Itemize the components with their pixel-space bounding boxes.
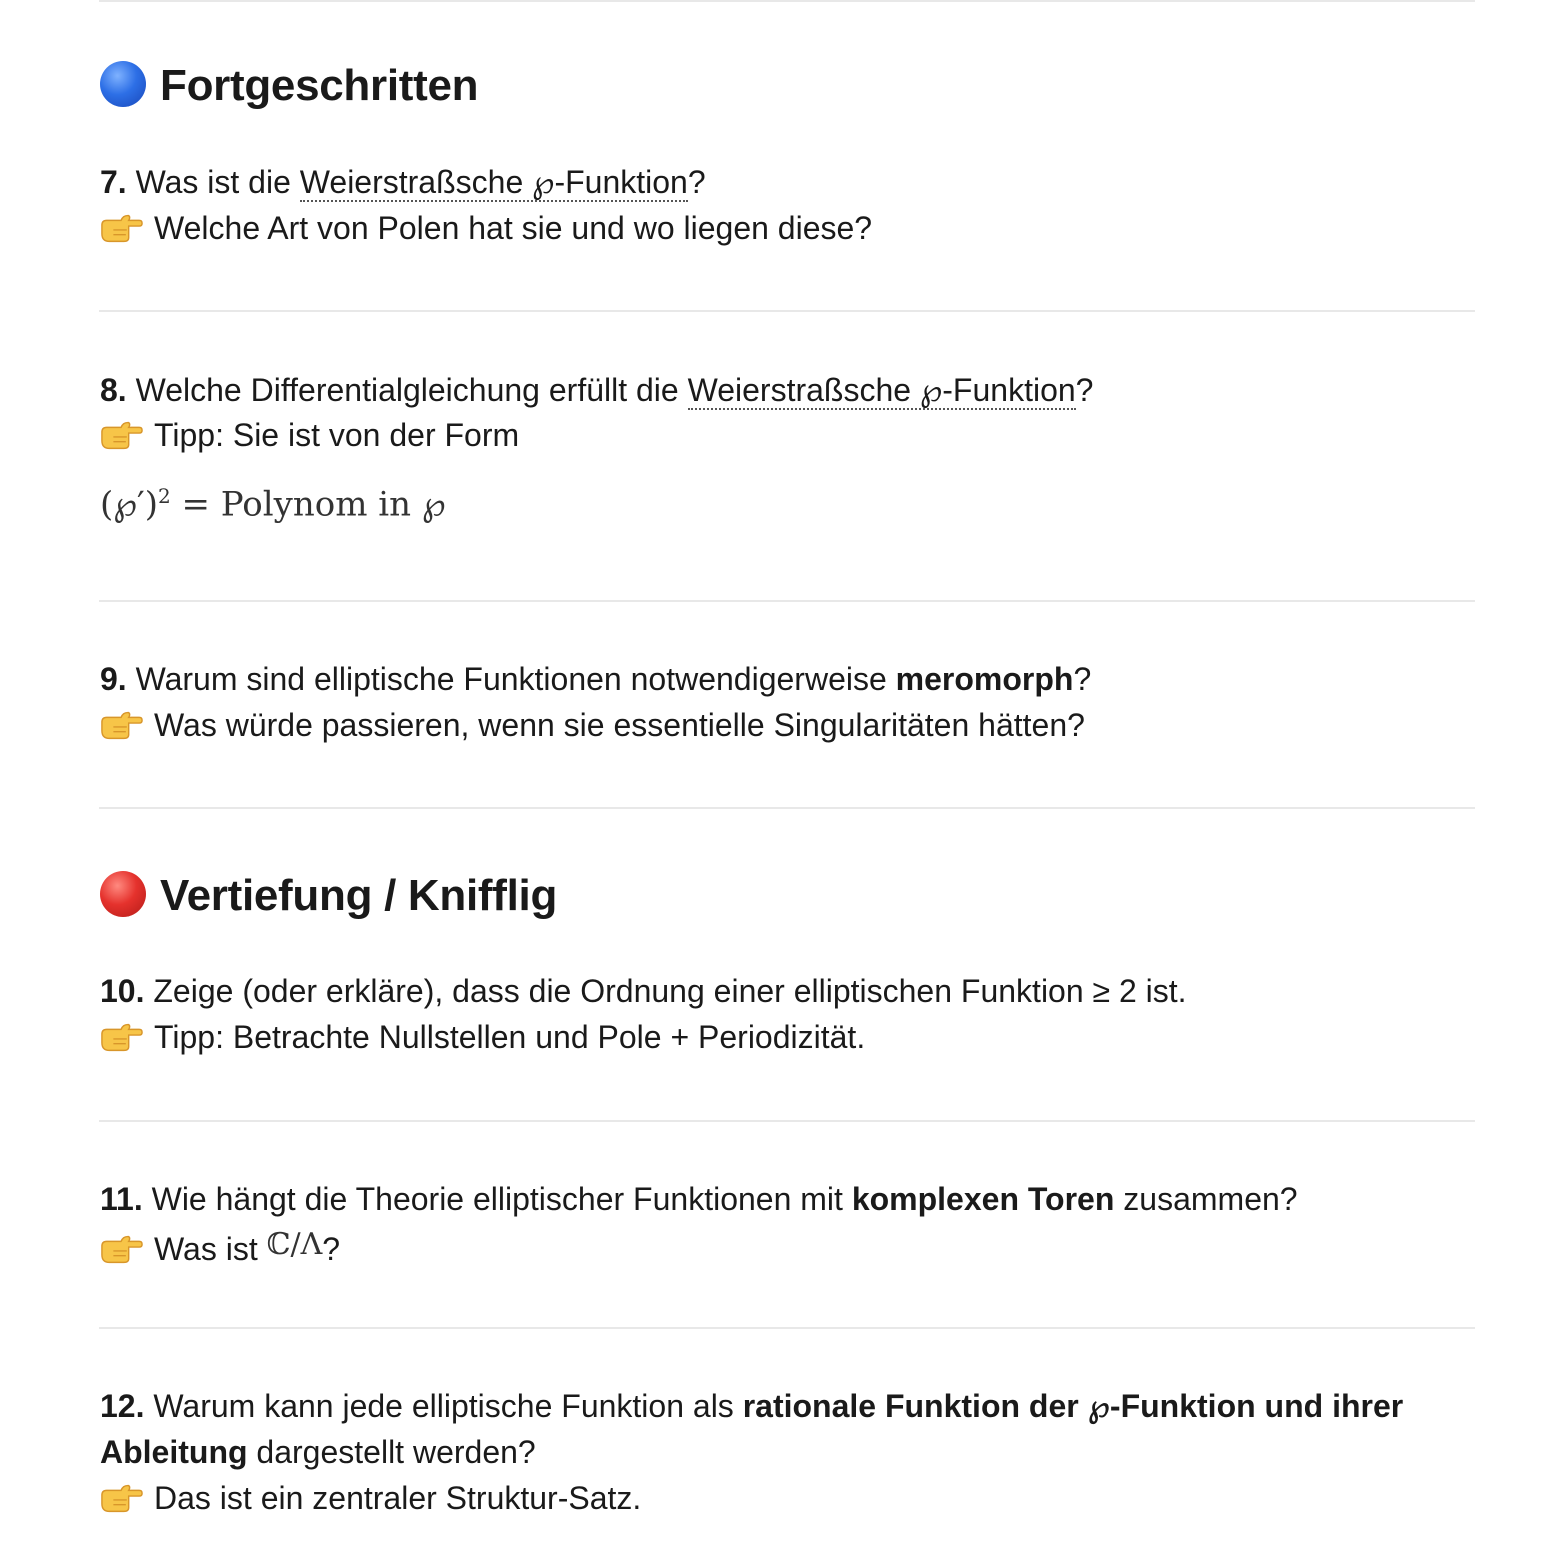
question-7: 7. Was ist die Weierstraßsche ℘-Funktion?	[100, 164, 706, 200]
question-10: 10. Zeige (oder erkläre), dass die Ordnung einer elliptischen Funktion ≥ 2 ist.	[100, 973, 1187, 1009]
divider	[99, 310, 1475, 312]
divider	[99, 0, 1475, 2]
question-8: 8. Welche Differentialgleichung erfüllt die Weierstraßsche ℘-Funktion?	[100, 372, 1094, 408]
divider	[99, 1120, 1475, 1122]
question-9-hint: Was würde passieren, wenn sie essentielle Singularitäten hätten?	[100, 703, 1085, 747]
section-heading-fortgeschritten	[100, 60, 478, 112]
divider	[99, 1327, 1475, 1329]
question-11: 11. Wie hängt die Theorie elliptischer Funktionen mit komplexen Toren zusammen?	[100, 1181, 1298, 1217]
red-circle-icon	[100, 871, 146, 917]
formula-differential-equation: (℘′)$^2$ = Polynom in ℘	[100, 484, 446, 525]
weierstrass-link[interactable]: Weierstraßsche ℘-Funktion	[299, 164, 688, 200]
weierstrass-link[interactable]: Weierstraßsche ℘-Funktion	[687, 372, 1076, 408]
divider	[99, 807, 1475, 809]
question-10-hint: Tipp: Betrachte Nullstellen und Pole + Periodizität.	[100, 1015, 865, 1059]
question-7-hint: Welche Art von Polen hat sie und wo liegen diese?	[100, 206, 872, 250]
question-8-hint: Tipp: Sie ist von der Form	[100, 413, 519, 457]
pointing-hand-icon	[100, 708, 144, 742]
pointing-hand-icon	[100, 1232, 144, 1266]
divider	[99, 600, 1475, 602]
section-heading-vertiefung	[100, 870, 557, 922]
pointing-hand-icon	[100, 211, 144, 245]
question-12-continued: Ableitung dargestellt werden?	[100, 1434, 536, 1470]
question-12-hint: Das ist ein zentraler Struktur-Satz.	[100, 1476, 641, 1520]
blue-circle-icon	[100, 61, 146, 107]
question-11-hint: Was ist ℂ/Λ?	[100, 1223, 340, 1271]
complex-torus-math: ℂ/Λ	[266, 1227, 323, 1262]
section-title: Fortgeschritten	[160, 61, 479, 110]
question-9: 9. Warum sind elliptische Funktionen notwendigerweise meromorph?	[100, 661, 1092, 697]
section-title: Vertiefung / Knifflig	[160, 871, 558, 920]
question-12: 12. Warum kann jede elliptische Funktion als rationale Funktion der ℘-Funktion und ihrer	[100, 1388, 1404, 1424]
pointing-hand-icon	[100, 1020, 144, 1054]
pointing-hand-icon	[100, 418, 144, 452]
pointing-hand-icon	[100, 1481, 144, 1515]
